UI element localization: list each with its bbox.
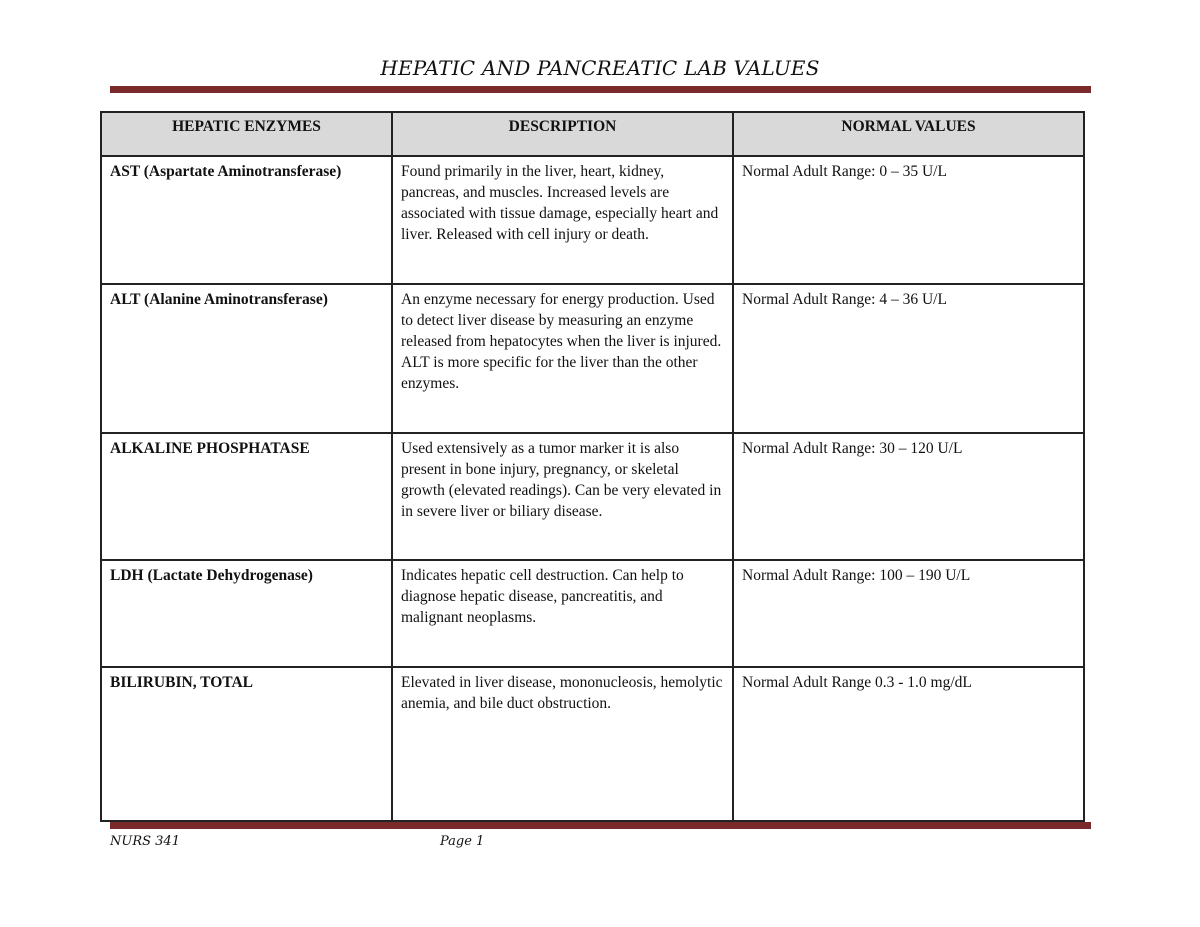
enzyme-name-cell: AST (Aspartate Aminotransferase) [101,156,392,284]
enzyme-name-cell: LDH (Lactate Dehydrogenase) [101,560,392,667]
normal-value-cell: Normal Adult Range: 30 – 120 U/L [733,433,1084,560]
normal-value-cell: Normal Adult Range 0.3 - 1.0 mg/dL [733,667,1084,821]
enzyme-name-cell: ALKALINE PHOSPHATASE [101,433,392,560]
table-row [101,667,1084,821]
table-row [101,284,1084,433]
description-cell: Elevated in liver disease, mononucleosis, hemolytic anemia, and bile duct obstruction. [392,667,733,821]
page-title: HEPATIC AND PANCREATIC LAB VALUES [380,56,820,80]
footer-page-number: Page 1 [440,834,485,849]
column-header-description: DESCRIPTION [392,112,733,156]
normal-value-cell: Normal Adult Range: 100 – 190 U/L [733,560,1084,667]
enzyme-name-cell: ALT (Alanine Aminotransferase) [101,284,392,433]
footer-course-label: NURS 341 [110,834,180,849]
lab-values-table [100,111,1085,822]
description-cell: An enzyme necessary for energy production. Used to detect liver disease by measuring an enzyme released from hepatocytes when the liver is injured. ALT is more specific for the liver than the other enzymes. [392,284,733,433]
top-divider-rule [110,86,1091,93]
description-cell: Found primarily in the liver, heart, kidney, pancreas, and muscles. Increased levels are associated with tissue damage, especially heart and liver. Released with cell injury or death. [392,156,733,284]
column-header-normal-values: NORMAL VALUES [733,112,1084,156]
description-cell: Indicates hepatic cell destruction. Can help to diagnose hepatic disease, pancreatitis, and malignant neoplasms. [392,560,733,667]
table-header-row [101,112,1084,156]
normal-value-cell: Normal Adult Range: 4 – 36 U/L [733,284,1084,433]
enzyme-name-cell: BILIRUBIN, TOTAL [101,667,392,821]
bottom-divider-rule [110,822,1091,829]
column-header-enzymes: HEPATIC ENZYMES [101,112,392,156]
table-row [101,156,1084,284]
normal-value-cell: Normal Adult Range: 0 – 35 U/L [733,156,1084,284]
table-row [101,433,1084,560]
table-row [101,560,1084,667]
description-cell: Used extensively as a tumor marker it is also present in bone injury, pregnancy, or skeletal growth (elevated readings). Can be very elevated in in severe liver or biliary disease. [392,433,733,560]
